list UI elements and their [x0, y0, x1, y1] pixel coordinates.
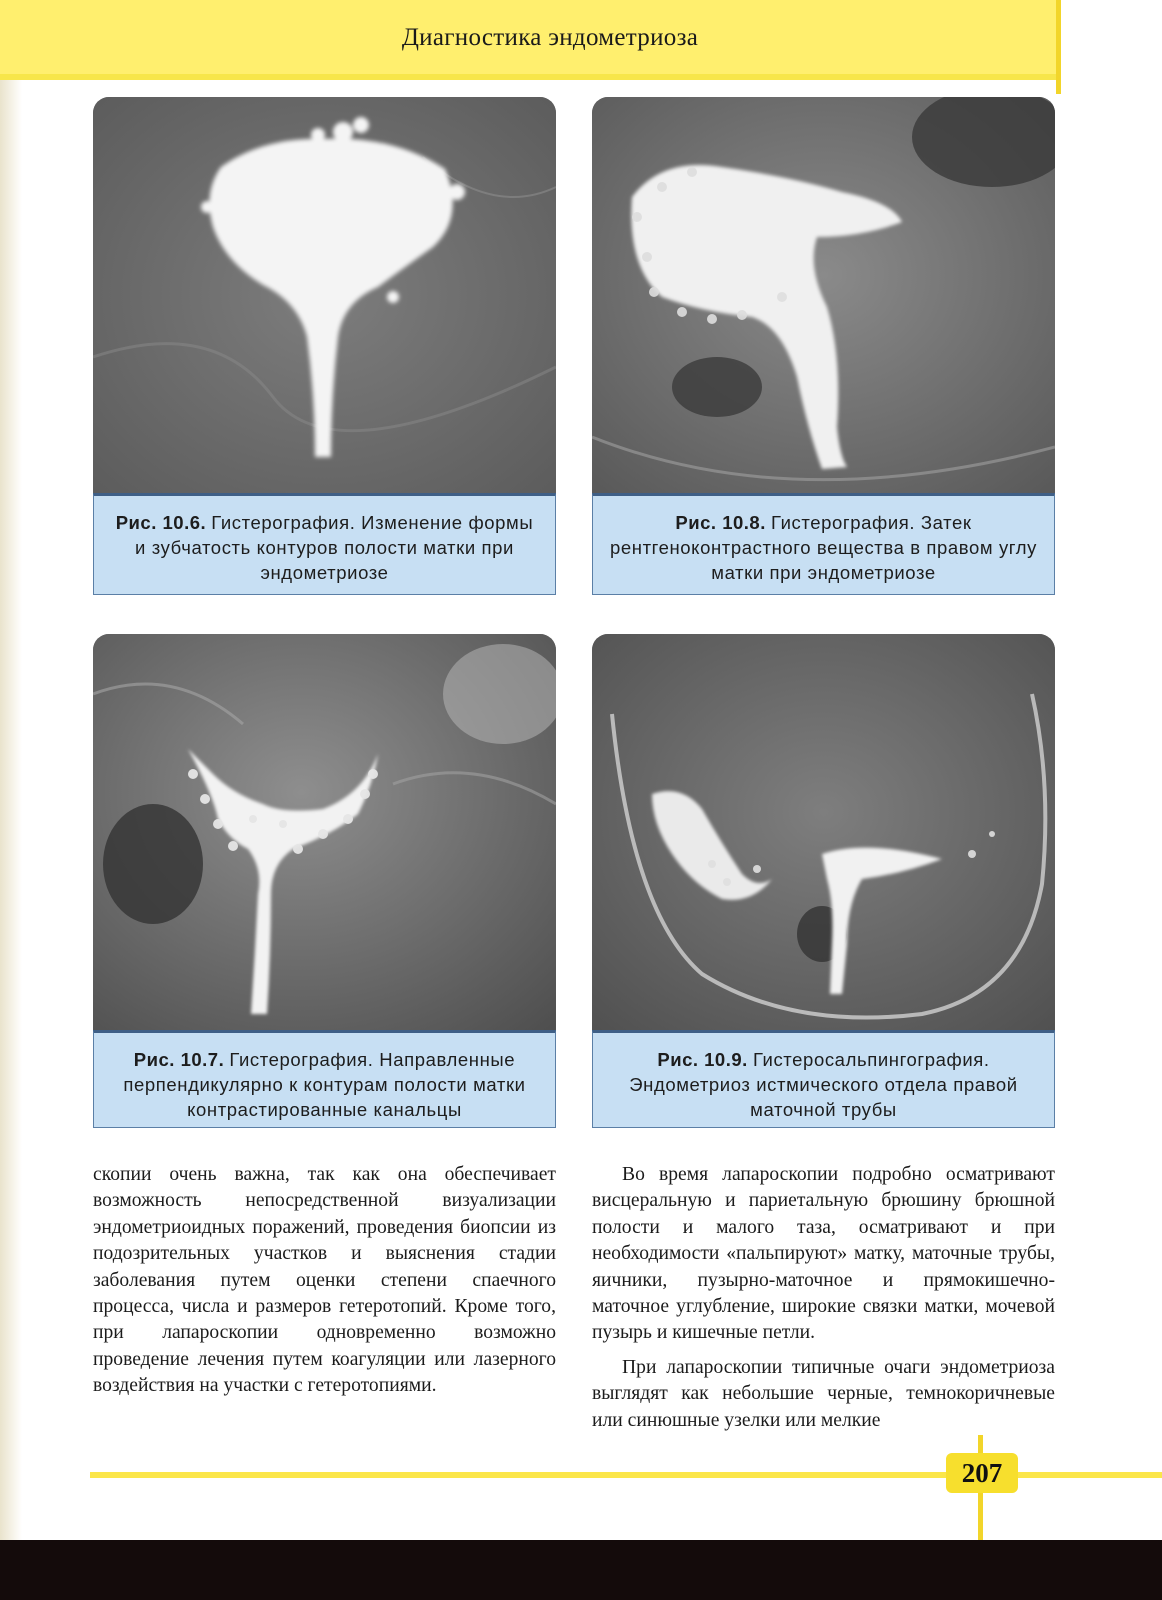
- figure-label: Рис. 10.8.: [675, 512, 766, 533]
- xray-contrast-leak-image: [592, 97, 1055, 493]
- figure-label: Рис. 10.9.: [657, 1049, 748, 1070]
- figure-caption: [93, 1030, 556, 1128]
- xray-hysterogram-image: [93, 97, 556, 493]
- figure-10-9: [592, 634, 1055, 1128]
- figure-label: Рис. 10.6.: [115, 512, 207, 533]
- caption-text: Гистеросальпингография. Эндометриоз истмического отдела правой маточной трубы: [629, 1049, 1018, 1120]
- caption-text: Гистерография. Затек рентгеноконтрастного вещества в правом углу матки при эндометриозе: [609, 512, 1037, 583]
- xray-contrasted-channels-image: [93, 634, 556, 1030]
- figure-caption: [93, 493, 556, 595]
- caption-text: Гистерография. Изменение формы и зубчатость контуров полости матки при эндометриозе: [135, 512, 534, 583]
- figure-10-7: [93, 634, 556, 1128]
- scan-bottom-edge: [0, 1540, 1162, 1600]
- figure-caption: [592, 1030, 1055, 1128]
- page-number: 207: [946, 1453, 1018, 1493]
- paragraph: Во время лапароскопии подробно осматривают висцеральную и париетальную брюшину брюшной полости и малого таза, осматривают и при необходимости «пальпируют» матку, маточные трубы, яичники, пузырно-маточное и прямокишечно-маточное углубление, широкие связки матки, мочевой пузырь и кишечные петли.: [592, 1164, 1055, 1344]
- paragraph: При лапароскопии типичные очаги эндометриоза выглядят как небольшие черные, темнокоричневые или синюшные узелки или мелкие: [592, 1356, 1055, 1431]
- running-title: Диагностика эндометриоза: [401, 24, 699, 51]
- paragraph: скопии очень важна, так как она обеспечивает возможность непосредственной визуализации эндометриоидных поражений, проведения биопсии из подозрительных участков и выяснения стадии заболевания путем оценки степени спаечного процесса, числа и размеров гетеротопий. Кроме того, при лапароскопии одновременно возможно проведение лечения путем коагуляции или лазерного воздействия на участки с гетеротопиями.: [93, 1164, 556, 1397]
- figure-10-8: [592, 97, 1055, 595]
- xray-image: [592, 97, 1055, 493]
- xray-image: [93, 634, 556, 1030]
- caption-text: Гистерография. Направленные перпендикулярно к контурам полости матки контрастированные канальцы: [123, 1049, 526, 1120]
- xray-image: [93, 97, 556, 493]
- xray-image: [592, 634, 1055, 1030]
- binding-edge: [0, 0, 22, 1540]
- figure-label: Рис. 10.7.: [133, 1049, 225, 1070]
- figure-10-6: [93, 97, 556, 595]
- xray-hysterosalpingogram-image: [592, 634, 1055, 1030]
- right-text-column: [592, 1162, 1055, 1434]
- figure-caption: [592, 493, 1055, 595]
- left-text-column: [93, 1162, 556, 1400]
